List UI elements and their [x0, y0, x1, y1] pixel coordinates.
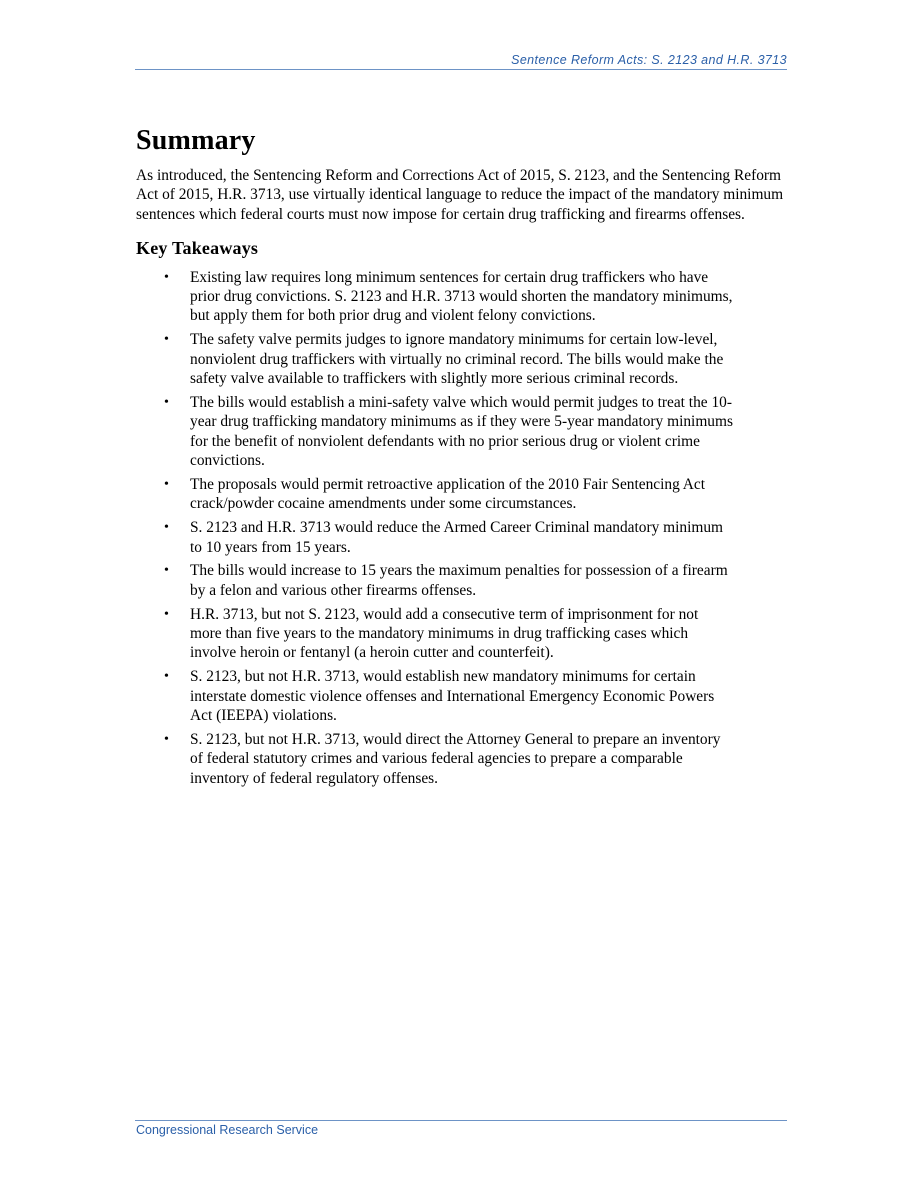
bullet-icon: • — [164, 669, 169, 685]
takeaway-item — [136, 268, 733, 326]
takeaway-item — [136, 330, 733, 388]
key-takeaways-heading: Key Takeaways — [136, 237, 259, 258]
summary-heading: Summary — [136, 125, 256, 156]
bullet-icon: • — [164, 332, 169, 348]
takeaway-item — [136, 475, 733, 514]
takeaway-item — [136, 605, 733, 663]
bullet-icon: • — [164, 731, 169, 747]
bullet-icon: • — [164, 476, 169, 492]
page-content — [136, 124, 788, 793]
takeaway-text: S. 2123, but not H.R. 3713, would establish new mandatory minimums for certain interstate domestic violence offenses and International Emergency Economic Powers Act (IEEPA) violations. — [190, 668, 715, 724]
takeaway-text: S. 2123 and H.R. 3713 would reduce the Armed Career Criminal mandatory minimum to 10 years from 15 years. — [190, 519, 724, 556]
takeaway-item — [136, 393, 733, 470]
takeaway-text: The safety valve permits judges to ignore mandatory minimums for certain low-level, nonviolent drug traffickers with virtually no criminal record. The bills would make the safety valve available to traffickers with slightly more serious criminal records. — [190, 331, 724, 388]
running-header-title: Sentence Reform Acts: S. 2123 and H.R. 3713 — [511, 53, 787, 67]
bullet-icon: • — [164, 606, 169, 622]
takeaway-item — [136, 730, 733, 788]
takeaway-text: The proposals would permit retroactive application of the 2010 Fair Sentencing Act crack/powder cocaine amendments under some circumstances. — [190, 475, 706, 513]
footer-publisher: Congressional Research Service — [136, 1123, 319, 1137]
takeaway-text: The bills would increase to 15 years the maximum penalties for possession of a firearm by a felon and various other firearms offenses. — [190, 562, 728, 599]
takeaway-text: S. 2123, but not H.R. 3713, would direct the Attorney General to prepare an inventory of federal statutory crimes and various federal agencies to prepare a comparable inventory of federal regulatory offenses. — [190, 730, 721, 787]
footer-divider — [135, 1120, 787, 1121]
summary-paragraph: As introduced, the Sentencing Reform and Corrections Act of 2015, S. 2123, and the Sentencing Reform Act of 2015, H.R. 3713, use virtually identical language to reduce the impact of the mandatory minimum sentences which federal courts must now impose for certain drug trafficking and firearms offenses. — [136, 167, 784, 223]
takeaway-item — [136, 518, 733, 557]
header-divider — [135, 69, 787, 70]
bullet-icon: • — [164, 520, 169, 536]
bullet-icon: • — [164, 269, 169, 285]
takeaway-text: The bills would establish a mini-safety valve which would permit judges to treat the 10-year drug trafficking mandatory minimums as if they were 5-year mandatory minimums for the benefit of nonviolent defendants with no prior serious drug or violent crime convictions. — [190, 394, 733, 469]
bullet-icon: • — [164, 395, 169, 411]
takeaway-text: Existing law requires long minimum sentences for certain drug traffickers who have prior drug convictions. S. 2123 and H.R. 3713 would shorten the mandatory minimums, but apply them for both prior drug and violent felony convictions. — [190, 268, 733, 325]
takeaway-item — [136, 561, 733, 600]
key-takeaways-list — [136, 268, 788, 788]
bullet-icon: • — [164, 563, 169, 579]
takeaway-text: H.R. 3713, but not S. 2123, would add a consecutive term of imprisonment for not more than five years to the mandatory minimums in drug trafficking cases which involve heroin or fentanyl (a heroin cutter and counterfeit). — [190, 605, 699, 662]
takeaway-item — [136, 667, 733, 725]
